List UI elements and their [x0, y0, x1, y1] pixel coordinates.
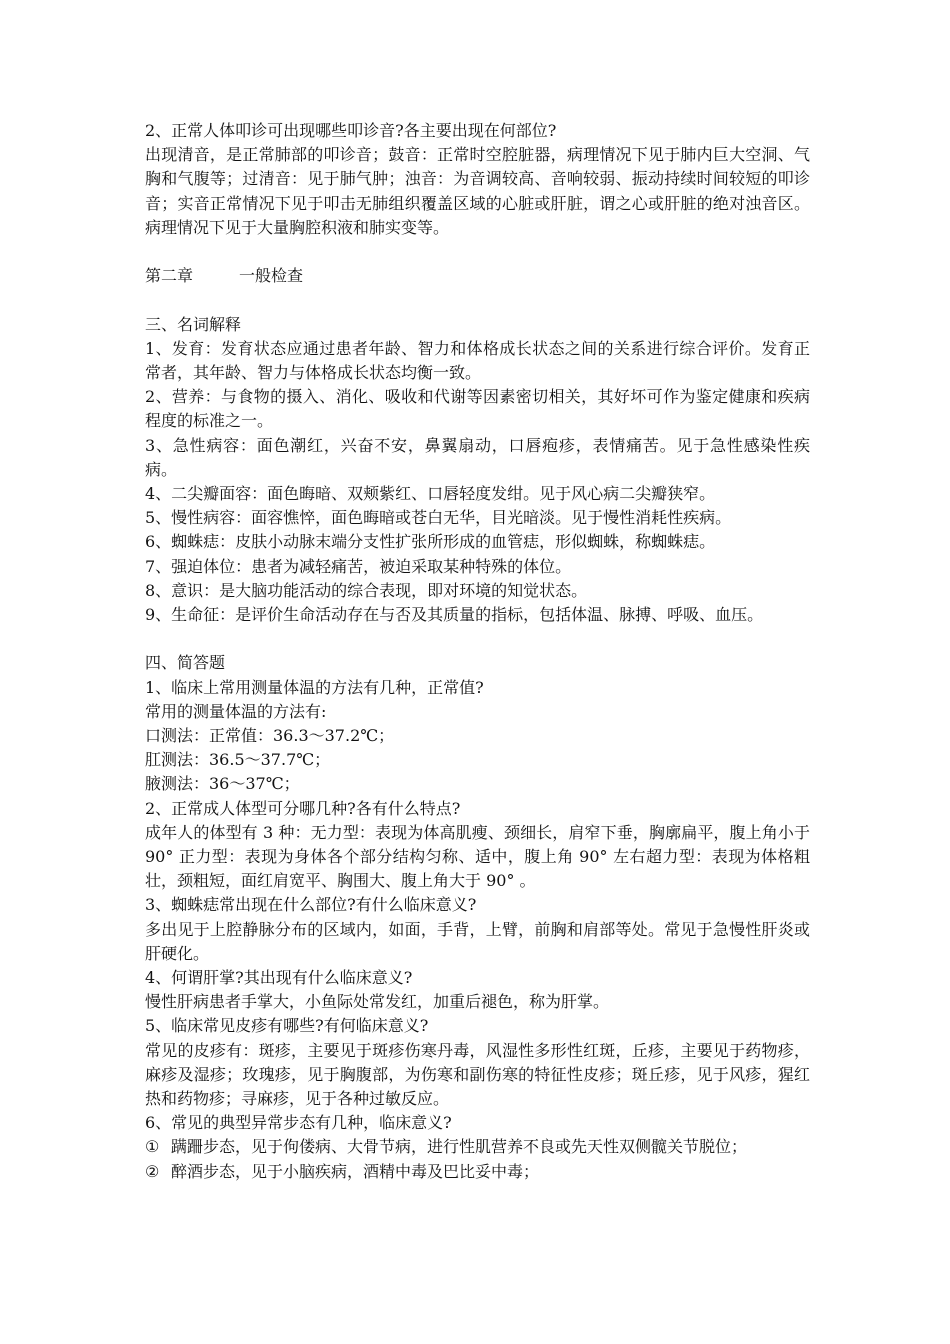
paragraph: 常见的皮疹有：斑疹，主要见于斑疹伤寒丹毒，风湿性多形性红斑，丘疹，主要见于药物疹，麻疹及湿疹；玫瑰疹，见于胸腹部，为伤寒和副伤寒的特征性皮疹；斑丘疹，见于风疹，猩红热和药物疹；寻麻疹，见于各种过敏反应。 [145, 1040, 810, 1109]
chapter-heading [145, 264, 810, 288]
paragraph: 多出见于上腔静脉分布的区域内，如面，手背，上臂，前胸和肩部等处。常见于急慢性肝炎或肝硬化。 [145, 919, 810, 963]
text-line: 三、名词解释 [145, 314, 242, 334]
chapter-number: 第二章 [145, 266, 194, 286]
document-page [145, 119, 810, 1184]
text-line: 慢性肝病患者手掌大，小鱼际处常发红，加重后褪色，称为肝掌。 [145, 992, 610, 1012]
blank-line [145, 240, 810, 264]
paragraph: 2、营养：与食物的摄入、消化、吸收和代谢等因素密切相关，其好坏可作为鉴定健康和疾病程度的标准之一。 [145, 387, 810, 431]
text-line: 常用的测量体温的方法有: [145, 701, 327, 721]
list-item [145, 1135, 810, 1159]
text-line: 7、强迫体位：患者为减轻痛苦，被迫采取某种特殊的体位。 [145, 556, 572, 576]
text-line: 5、慢性病容：面容憔悴，面色晦暗或苍白无华，目光暗淡。见于慢性消耗性疾病。 [145, 508, 732, 528]
text-line: 6、常见的典型异常步态有几种，临床意义? [145, 1113, 452, 1133]
text-line: 肛测法：36.5～37.7℃； [145, 750, 331, 770]
text-line: 2、正常人体叩诊可出现哪些叩诊音?各主要出现在何部位? [145, 121, 557, 140]
paragraph: 1、发育：发育状态应通过患者年龄、智力和体格成长状态之间的关系进行综合评价。发育正常者，其年龄、智力与体格成长状态均衡一致。 [145, 338, 810, 382]
text-line: 口测法：正常值：36.3～37.2℃； [145, 726, 395, 746]
text-line: 2、正常成人体型可分哪几种?各有什么特点? [145, 798, 461, 818]
chapter-title: 一般检查 [239, 266, 304, 286]
text-line: 腋测法：36～37℃； [145, 774, 300, 794]
blank-line [145, 288, 810, 312]
text-line: 四、简答题 [145, 653, 226, 673]
text-line: 3、蜘蛛痣常出现在什么部位?有什么临床意义? [145, 895, 477, 915]
paragraph: 3、急性病容：面色潮红，兴奋不安，鼻翼扇动，口唇疱疹，表情痛苦。见于急性感染性疾病。 [145, 435, 810, 479]
text-line: 8、意识：是大脑功能活动的综合表现，即对环境的知觉状态。 [145, 580, 588, 600]
list-item-marker: ① [145, 1137, 160, 1157]
blank-line [145, 627, 810, 651]
list-item-marker: ② [145, 1161, 160, 1181]
list-item [145, 1160, 810, 1184]
text-line: 1、临床上常用测量体温的方法有几种，正常值? [145, 677, 484, 697]
paragraph: 出现清音，是正常肺部的叩诊音；鼓音：正常时空腔脏器，病理情况下见于肺内巨大空洞、气胸和气腹等；过清音：见于肺气肿；浊音：为音调较高、音响较弱、振动持续时间较短的叩诊音；实音正常情况下见于叩击无肺组织覆盖区域的心脏或肝脏，谓之心或肝脏的绝对浊音区。病理情况下见于大量胸腔积液和肺实变等。 [145, 145, 810, 237]
list-item-text: 醉酒步态，见于小脑疾病，酒精中毒及巴比妥中毒； [171, 1161, 540, 1181]
list-item-text: 蹒跚步态，见于佝偻病、大骨节病，进行性肌营养不良或先天性双侧髋关节脱位； [171, 1137, 748, 1157]
text-line: 9、生命征：是评价生命活动存在与否及其质量的指标，包括体温、脉搏、呼吸、血压。 [145, 605, 764, 625]
text-line: 4、二尖瓣面容：面色晦暗、双颊紫红、口唇轻度发绀。见于风心病二尖瓣狭窄。 [145, 484, 716, 504]
text-line: 5、临床常见皮疹有哪些?有何临床意义? [145, 1016, 429, 1036]
text-line: 4、何谓肝掌?其出现有什么临床意义? [145, 968, 413, 988]
text-line: 6、蜘蛛痣：皮肤小动脉末端分支性扩张所形成的血管痣，形似蜘蛛，称蜘蛛痣。 [145, 532, 716, 552]
paragraph: 成年人的体型有 3 种：无力型：表现为体高肌瘦、颈细长，肩窄下垂，胸廓扁平，腹上角小于 90° 正力型：表现为身体各个部分结构匀称、适中，腹上角 90° 左右超力型：表现为体格粗壮，颈粗短，面红肩宽平、胸围大、腹上角大于 90° 。 [145, 822, 810, 891]
